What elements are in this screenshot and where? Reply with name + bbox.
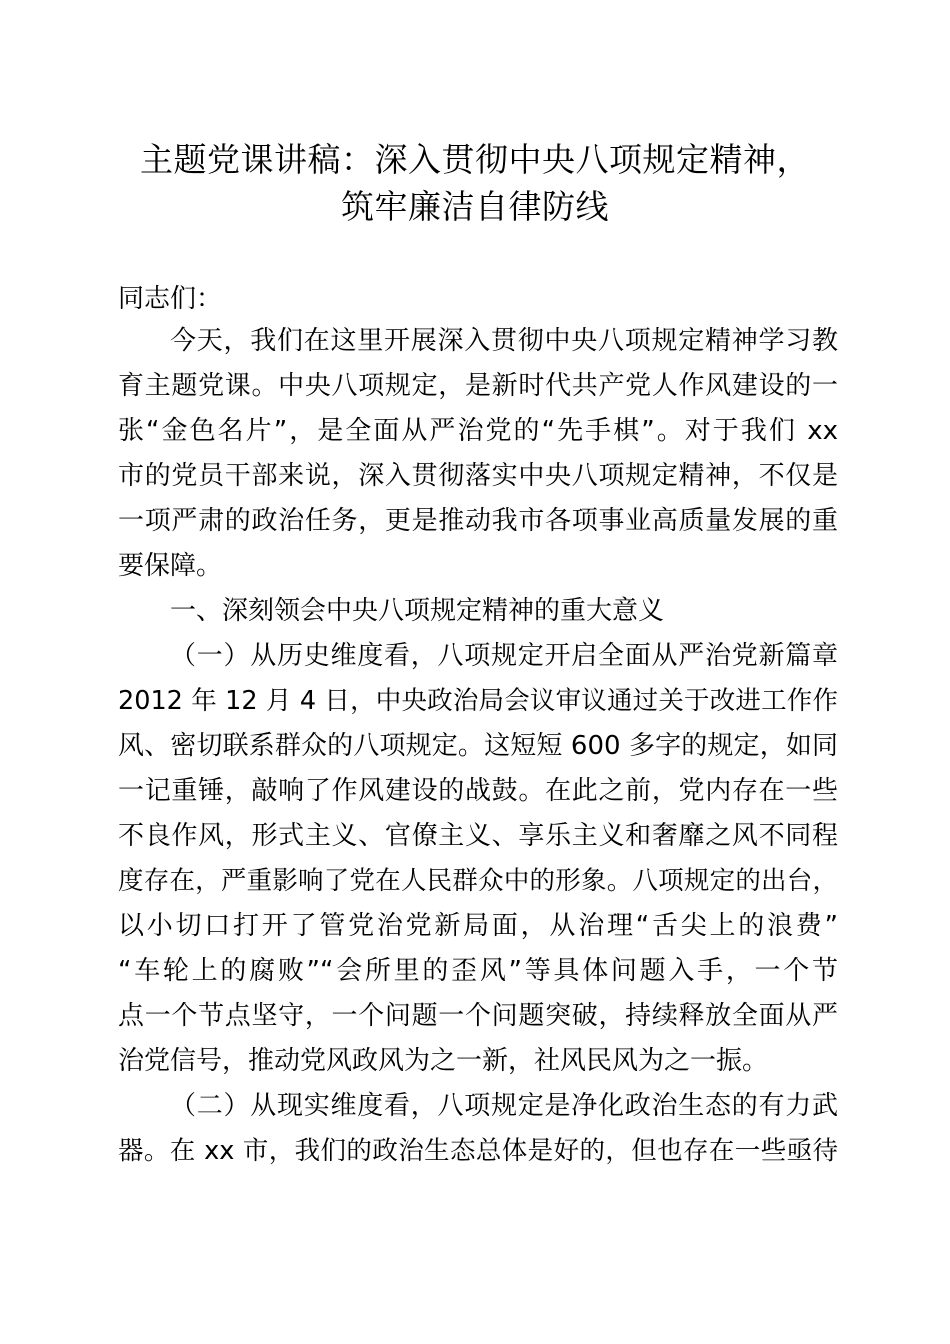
document-title-line-1: 主题党课讲稿：深入贯彻中央八项规定精神， [140, 140, 810, 179]
paragraph-line: “车轮上的腐败”“会所里的歪风”等具体问题入手，一个节 [118, 956, 838, 986]
paragraph-line: 要保障。 [118, 551, 223, 581]
subsection-heading: （二）从现实维度看，八项规定是净化政治生态的有力武 [170, 1091, 838, 1121]
salutation: 同志们： [118, 284, 223, 314]
paragraph-line: 一项严肃的政治任务，更是推动我市各项事业高质量发展的重 [118, 506, 838, 536]
paragraph-line: 张“金色名片”，是全面从严治党的“先手棋”。对于我们 xx [118, 416, 838, 446]
paragraph-line: 度存在，严重影响了党在人民群众中的形象。八项规定的出台， [118, 866, 838, 896]
paragraph-line: 治党信号，推动党风政风为之一新，社风民风为之一振。 [118, 1046, 769, 1076]
paragraph-line: 一记重锤，敲响了作风建设的战鼓。在此之前，党内存在一些 [118, 776, 838, 806]
section-heading: 一、深刻领会中央八项规定精神的重大意义 [170, 596, 665, 626]
paragraph-line: 2012 年 12 月 4 日，中央政治局会议审议通过关于改进工作作 [118, 686, 838, 716]
paragraph-line: 器。在 xx 市，我们的政治生态总体是好的，但也存在一些亟待 [118, 1136, 838, 1166]
paragraph-line: 今天，我们在这里开展深入贯彻中央八项规定精神学习教 [170, 326, 838, 356]
paragraph-line: 风、密切联系群众的八项规定。这短短 600 多字的规定，如同 [118, 731, 838, 761]
paragraph-line: 以小切口打开了管党治党新局面，从治理“舌尖上的浪费” [118, 911, 838, 941]
document-title-line-2: 筑牢廉洁自律防线 [341, 187, 609, 226]
paragraph-line: 市的党员干部来说，深入贯彻落实中央八项规定精神，不仅是 [118, 461, 838, 491]
paragraph-line: 不良作风，形式主义、官僚主义、享乐主义和奢靡之风不同程 [118, 821, 838, 851]
paragraph-line: 育主题党课。中央八项规定，是新时代共产党人作风建设的一 [118, 371, 838, 401]
subsection-heading: （一）从历史维度看，八项规定开启全面从严治党新篇章 [170, 641, 838, 671]
paragraph-line: 点一个节点坚守，一个问题一个问题突破，持续释放全面从严 [118, 1001, 838, 1031]
